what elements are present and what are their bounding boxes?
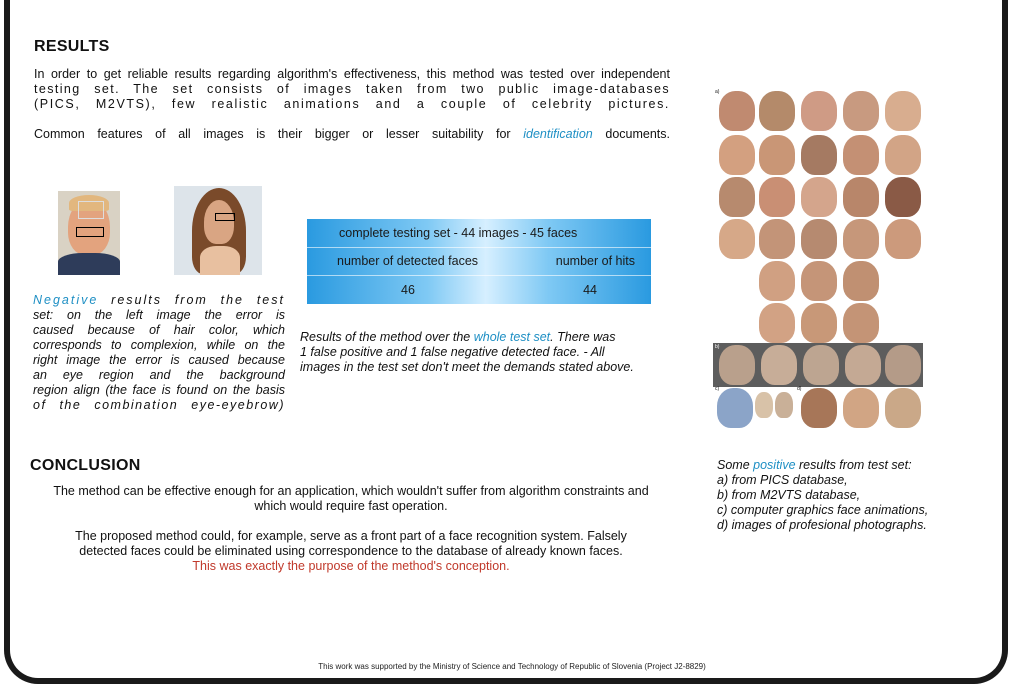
conclusion-text (28, 484, 674, 574)
features-text: Common features of all images is their bigger or lesser suitability for (34, 127, 511, 141)
gallery-label-a: a) (715, 89, 720, 95)
negative-example-image-right (174, 186, 262, 275)
negative-line-7: region align (the face is found on the basis (33, 383, 285, 397)
table-value-detected: 46 (401, 283, 415, 298)
gallery-caption-item-d: d) images of profesional photographs. (717, 518, 927, 532)
conclusion-line-4: detected faces could be eliminated using correspondence to the database of already known faces. (79, 544, 623, 558)
negative-line-4: corresponds to complexion, while on the (33, 338, 285, 352)
negative-line-5: right image the error is caused because (33, 353, 285, 367)
table-caption-end: . There was (550, 330, 616, 344)
negative-line-1 (33, 293, 285, 308)
features-highlight: identification (523, 127, 593, 141)
gallery-caption-highlight: positive (753, 458, 796, 472)
conclusion-line-2: which would require fast operation. (254, 499, 448, 513)
table-caption-line-2: 1 false positive and 1 false negative detected face. - All (300, 345, 605, 359)
table-caption-highlight: whole test set (473, 330, 551, 344)
negative-highlight: Negative (33, 293, 99, 307)
gallery-caption-end: results from test set: (799, 458, 912, 472)
gallery-label-b: b) (715, 344, 720, 350)
table-header-detected: number of detected faces (337, 254, 479, 269)
negative-example-image-left (58, 191, 120, 275)
results-table (307, 219, 651, 304)
negative-line-2: set: on the left image the error is (33, 308, 285, 322)
table-caption-text: Results of the method over the (300, 330, 471, 344)
negative-line-3: caused because of hair color, which (33, 323, 285, 337)
gallery-caption-item-c: c) computer graphics face animations, (717, 503, 929, 517)
gallery-caption-item-b: b) from M2VTS database, (717, 488, 861, 502)
table-caption-line-1 (300, 330, 660, 345)
results-line-2: testing set. The set consists of images taken from two public image-databases (34, 82, 670, 96)
results-line-1: In order to get reliable results regarding algorithm's effectiveness, this method was tested over independent (34, 67, 670, 81)
conclusion-highlight: This was exactly the purpose of the method's conception. (192, 559, 510, 573)
gallery-caption-text: Some (717, 458, 750, 472)
table-header-hits: number of hits (555, 254, 635, 269)
gallery-caption-item-a: a) from PICS database, (717, 473, 848, 487)
features-end: documents. (605, 127, 670, 141)
negative-line-1-rest: results from the test (111, 293, 285, 307)
features-paragraph (34, 127, 670, 142)
conclusion-line-1: The method can be effective enough for an application, which wouldn't suffer from algorithm constraints and (53, 484, 649, 498)
results-line-3: (PICS, M2VTS), few realistic animations and a couple of celebrity pictures. (34, 97, 670, 111)
gallery-caption-line-1 (717, 458, 977, 473)
results-heading: RESULTS (34, 38, 110, 55)
table-value-hits: 44 (583, 283, 597, 298)
table-caption-line-3: images in the test set don't meet the demands stated above. (300, 360, 634, 374)
gallery-label-d: d) (797, 386, 802, 392)
negative-line-8: of the combination eye-eyebrow) (33, 398, 285, 412)
conclusion-heading: CONCLUSION (30, 457, 141, 474)
conclusion-line-3: The proposed method could, for example, serve as a front part of a face recognition system. Falsely (75, 529, 627, 543)
acknowledgement-footer: This work was supported by the Ministry of Science and Technology of Republic of Slovenia (Project J2-8829) (318, 662, 706, 671)
gallery-label-c: c) (715, 386, 720, 392)
positive-results-gallery (713, 88, 925, 428)
negative-line-6: an eye region and the background (33, 368, 285, 382)
table-title: complete testing set - 44 images - 45 faces (339, 225, 578, 240)
